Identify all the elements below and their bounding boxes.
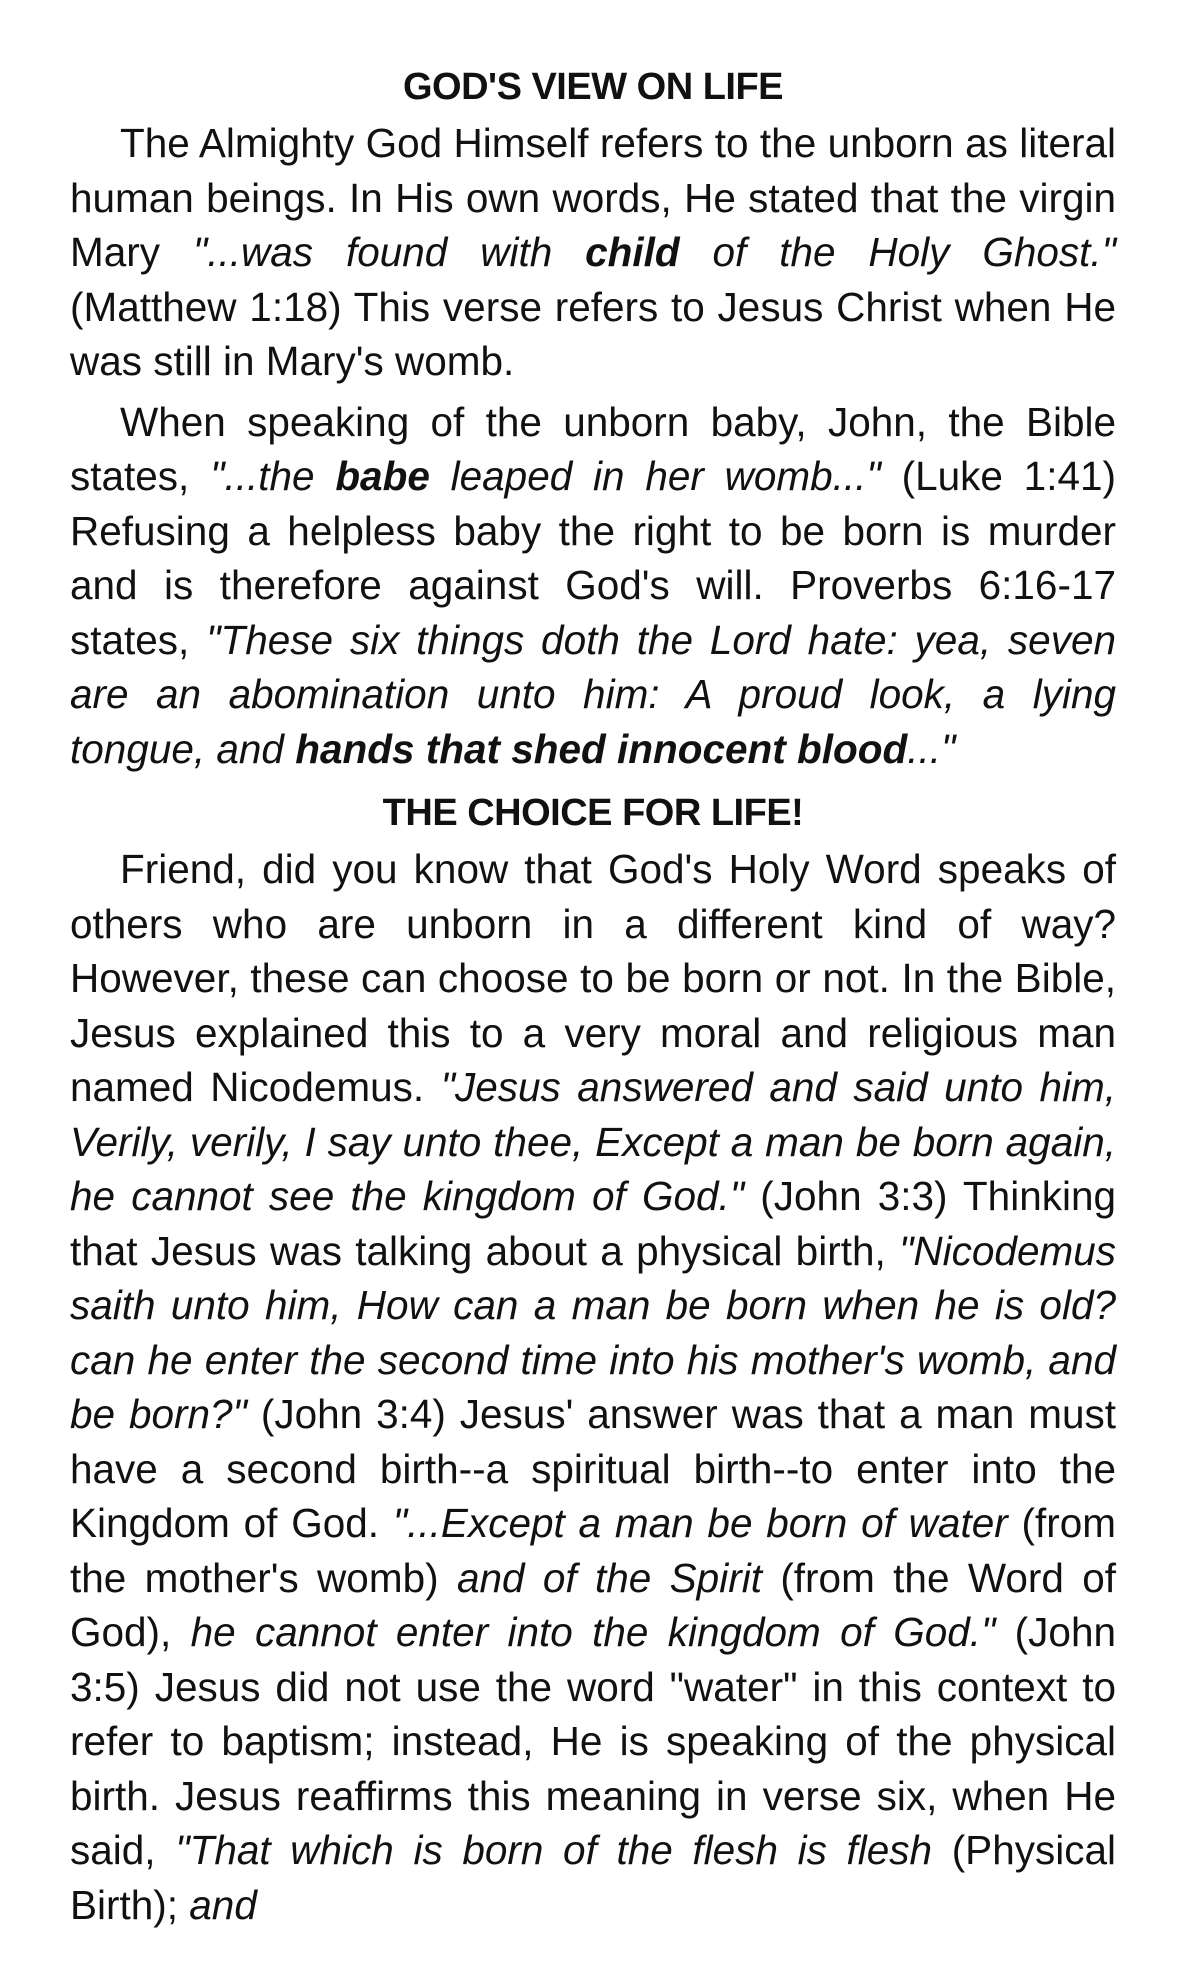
emphasized-scripture-text: babe — [335, 453, 430, 499]
scripture-quote: "That which is born of the flesh is flesh — [175, 1827, 933, 1873]
body-text: Friend, did you know that God's Holy Word speaks of others who are unborn in a different kind of way? However, these can choose to be born or not. In the Bible, Jesus explained this to a very moral and religious man named Nicodemus. — [70, 846, 1116, 1110]
body-text: (from the mother's womb) — [70, 1500, 1116, 1601]
tract-page — [70, 58, 1116, 1932]
scripture-quote: of the Holy Ghost." — [679, 229, 1116, 275]
paragraph-nicodemus — [70, 842, 1116, 1932]
scripture-quote: he cannot enter into the kingdom of God." — [190, 1609, 996, 1655]
scripture-quote: and — [189, 1881, 257, 1928]
section-heading-choice-for-life: THE CHOICE FOR LIFE! — [382, 792, 804, 834]
body-text: (Luke 1:41) Refusing a helpless baby the right to be born is murder and is therefore against God's will. Proverbs 6:16-17 states, — [70, 453, 1116, 663]
body-text: The Almighty God Himself refers to the unborn as literal human beings. In His own words, He stated that the virgin Mary — [70, 120, 1116, 275]
emphasized-scripture-text: hands that shed innocent blood — [295, 725, 908, 772]
body-text: (John 3:3) Thinking that Jesus was talking about a physical birth, — [70, 1173, 1117, 1274]
scripture-quote: "Nicodemus saith unto him, How can a man be born when he is old? can he enter the second time into his mother's womb, and be born?" — [70, 1227, 1116, 1437]
scripture-quote: "Jesus answered and said unto him, Verily, verily, I say unto thee, Except a man be born again, he cannot see the kingdom of God." — [70, 1064, 1116, 1219]
body-text: When speaking of the unborn baby, John, the Bible states, — [70, 398, 1116, 499]
paragraph-unborn-baby-john — [70, 395, 1116, 777]
scripture-quote: and of the Spirit — [456, 1554, 762, 1601]
scripture-quote: "...the — [210, 453, 336, 499]
body-text: (John 3:5) Jesus did not use the word "water" in this context to refer to baptism; instead, He is speaking of the physical birth. Jesus reaffirms this meaning in verse six, when He said, — [70, 1609, 1116, 1873]
section-heading-gods-view: GOD'S VIEW ON LIFE — [402, 66, 784, 108]
emphasized-scripture-text: child — [585, 229, 680, 275]
body-text: (John 3:4) Jesus' answer was that a man must have a second birth--a spiritual birth--to enter into the Kingdom of God. — [70, 1391, 1117, 1546]
paragraph-almighty-god — [70, 116, 1116, 389]
scripture-quote: ..." — [907, 725, 956, 772]
body-text: (Matthew 1:18) This verse refers to Jesus Christ when He was still in Mary's womb. — [70, 283, 1116, 384]
scripture-quote: "These six things doth the Lord hate: yea, seven are an abomination unto him: A proud look, a lying tongue, and — [70, 616, 1116, 772]
scripture-quote: "...was found with — [192, 229, 586, 275]
body-text: (from the Word of God), — [70, 1554, 1116, 1655]
body-text: (Physical Birth); — [70, 1827, 1116, 1928]
scripture-quote: "...Except a man be born of water — [392, 1500, 1008, 1546]
scripture-quote: leaped in her womb..." — [429, 453, 881, 499]
